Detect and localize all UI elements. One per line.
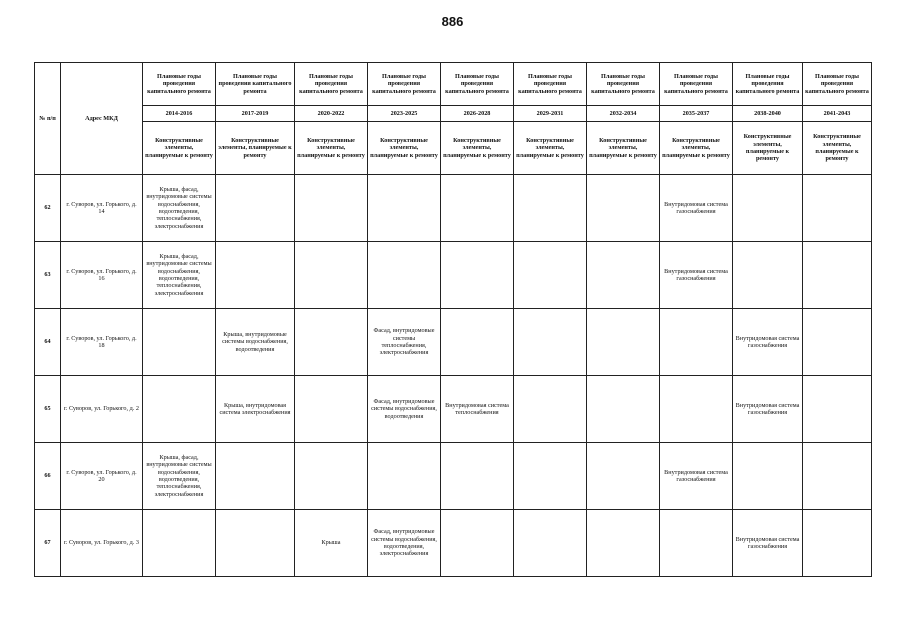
table-body	[35, 175, 872, 577]
repair-elements-cell: Фасад, внутридомовые системы теплоснабжения, электроснабжения	[368, 309, 441, 376]
period-2014-2016: 2014-2016	[143, 106, 216, 122]
header-planned-years: Плановые годы проведения капитального ремонта	[295, 63, 368, 106]
repair-elements-cell	[514, 309, 587, 376]
row-number: 62	[35, 175, 61, 242]
repair-elements-cell	[143, 309, 216, 376]
header-planned-years: Плановые годы проведения капитального ремонта	[514, 63, 587, 106]
repair-elements-cell: Фасад, внутридомовые системы водоснабжения, водоотведения, электроснабжения	[368, 510, 441, 577]
repair-elements-cell: Крыша	[295, 510, 368, 577]
repair-elements-cell	[803, 510, 872, 577]
repair-elements-cell	[733, 175, 803, 242]
period-2020-2022: 2020-2022	[295, 106, 368, 122]
row-address: г. Суворов, ул. Горького, д. 14	[61, 175, 143, 242]
repair-elements-cell	[660, 510, 733, 577]
repair-elements-cell	[441, 242, 514, 309]
row-address: г. Суворов, ул. Горького, д. 18	[61, 309, 143, 376]
repair-elements-cell: Крыша, фасад, внутридомовые системы водоснабжения, водоотведения, теплоснабжения, электроснабжения	[143, 242, 216, 309]
repair-elements-cell	[368, 175, 441, 242]
header-planned-years: Плановые годы проведения капитального ремонта	[733, 63, 803, 106]
header-elements: Конструктивные элементы, планируемые к ремонту	[143, 122, 216, 175]
repair-elements-cell	[216, 175, 295, 242]
repair-elements-cell: Внутридомовая система газоснабжения	[733, 510, 803, 577]
row-number: 63	[35, 242, 61, 309]
repair-elements-cell	[803, 443, 872, 510]
period-2026-2028: 2026-2028	[441, 106, 514, 122]
period-2035-2037: 2035-2037	[660, 106, 733, 122]
table-row	[35, 443, 872, 510]
repair-elements-cell	[587, 175, 660, 242]
header-elements: Конструктивные элементы, планируемые к ремонту	[368, 122, 441, 175]
repair-elements-cell	[587, 309, 660, 376]
row-address: г. Суворов, ул. Горького, д. 2	[61, 376, 143, 443]
repair-elements-cell: Внутридомовая система газоснабжения	[733, 376, 803, 443]
repair-elements-cell	[514, 376, 587, 443]
capital-repair-plan-table	[34, 62, 872, 577]
header-elements: Конструктивные элементы, планируемые к ремонту	[295, 122, 368, 175]
repair-elements-cell: Крыша, внутридомовые системы водоснабжения, водоотведения	[216, 309, 295, 376]
repair-elements-cell	[514, 242, 587, 309]
repair-elements-cell: Внутридомовая система газоснабжения	[660, 443, 733, 510]
header-row-elements	[35, 122, 872, 175]
repair-elements-cell	[295, 175, 368, 242]
repair-elements-cell: Внутридомовая система газоснабжения	[733, 309, 803, 376]
table-row	[35, 376, 872, 443]
header-elements: Конструктивные элементы, планируемые к ремонту	[733, 122, 803, 175]
row-number: 64	[35, 309, 61, 376]
repair-elements-cell	[587, 443, 660, 510]
table-row	[35, 175, 872, 242]
period-2032-2034: 2032-2034	[587, 106, 660, 122]
repair-elements-cell: Внутридомовая система газоснабжения	[660, 175, 733, 242]
repair-elements-cell	[587, 242, 660, 309]
repair-elements-cell	[587, 376, 660, 443]
repair-elements-cell	[660, 376, 733, 443]
repair-elements-cell	[441, 443, 514, 510]
repair-elements-cell: Внутридомовая система теплоснабжения	[441, 376, 514, 443]
header-elements: Конструктивные элементы, планируемые к ремонту	[587, 122, 660, 175]
repair-elements-cell	[368, 242, 441, 309]
repair-elements-cell	[514, 510, 587, 577]
repair-elements-cell	[216, 443, 295, 510]
repair-elements-cell	[733, 242, 803, 309]
repair-elements-cell	[441, 175, 514, 242]
repair-elements-cell	[803, 175, 872, 242]
repair-elements-cell: Крыша, фасад, внутридомовые системы водоснабжения, водоотведения, теплоснабжения, электроснабжения	[143, 443, 216, 510]
header-planned-years: Плановые годы проведения капитального ремонта	[368, 63, 441, 106]
repair-elements-cell	[216, 242, 295, 309]
repair-elements-cell	[295, 242, 368, 309]
repair-elements-cell	[143, 376, 216, 443]
header-elements: Конструктивные элементы, планируемые к ремонту	[216, 122, 295, 175]
header-planned-years: Плановые годы проведения капитального ремонта	[143, 63, 216, 106]
period-2017-2019: 2017-2019	[216, 106, 295, 122]
table-row	[35, 309, 872, 376]
period-2023-2025: 2023-2025	[368, 106, 441, 122]
header-planned-years: Плановые годы проведения капитального ремонта	[441, 63, 514, 106]
header-planned-years: Плановые годы проведения капитального ремонта	[660, 63, 733, 106]
repair-elements-cell	[295, 309, 368, 376]
repair-elements-cell	[660, 309, 733, 376]
repair-elements-cell	[295, 443, 368, 510]
row-address: г. Суворов, ул. Горького, д. 20	[61, 443, 143, 510]
table-row	[35, 510, 872, 577]
repair-elements-cell	[441, 309, 514, 376]
table-row	[35, 242, 872, 309]
header-num: № п/п	[35, 63, 61, 175]
row-address: г. Суворов, ул. Горького, д. 3	[61, 510, 143, 577]
header-row-periods	[35, 106, 872, 122]
header-elements: Конструктивные элементы, планируемые к ремонту	[803, 122, 872, 175]
repair-elements-cell	[587, 510, 660, 577]
repair-elements-cell	[803, 376, 872, 443]
page-number: 886	[441, 14, 464, 29]
header-elements: Конструктивные элементы, планируемые к ремонту	[514, 122, 587, 175]
repair-elements-cell	[803, 309, 872, 376]
repair-elements-cell	[514, 175, 587, 242]
repair-elements-cell	[295, 376, 368, 443]
repair-elements-cell	[514, 443, 587, 510]
row-number: 66	[35, 443, 61, 510]
repair-elements-cell	[143, 510, 216, 577]
header-elements: Конструктивные элементы, планируемые к ремонту	[660, 122, 733, 175]
repair-elements-cell	[216, 510, 295, 577]
repair-elements-cell: Крыша, фасад, внутридомовые системы водоснабжения, водоотведения, теплоснабжения, электроснабжения	[143, 175, 216, 242]
repair-elements-cell	[368, 443, 441, 510]
repair-elements-cell: Крыша, внутридомовая система электроснабжения	[216, 376, 295, 443]
period-2038-2040: 2038-2040	[733, 106, 803, 122]
header-planned-years: Плановые годы проведения капитального ремонта	[587, 63, 660, 106]
header-address: Адрес МКД	[61, 63, 143, 175]
row-address: г. Суворов, ул. Горького, д. 16	[61, 242, 143, 309]
header-planned-years: Плановые годы проведения капитального ремонта	[216, 63, 295, 106]
row-number: 65	[35, 376, 61, 443]
repair-elements-cell	[733, 443, 803, 510]
repair-elements-cell	[441, 510, 514, 577]
period-2041-2043: 2041-2043	[803, 106, 872, 122]
header-elements: Конструктивные элементы, планируемые к ремонту	[441, 122, 514, 175]
repair-elements-cell: Фасад, внутридомовые системы водоснабжения, водоотведения	[368, 376, 441, 443]
header-row-main	[35, 63, 872, 106]
row-number: 67	[35, 510, 61, 577]
header-planned-years: Плановые годы проведения капитального ремонта	[803, 63, 872, 106]
repair-elements-cell	[803, 242, 872, 309]
period-2029-2031: 2029-2031	[514, 106, 587, 122]
repair-elements-cell: Внутридомовая система газоснабжения	[660, 242, 733, 309]
